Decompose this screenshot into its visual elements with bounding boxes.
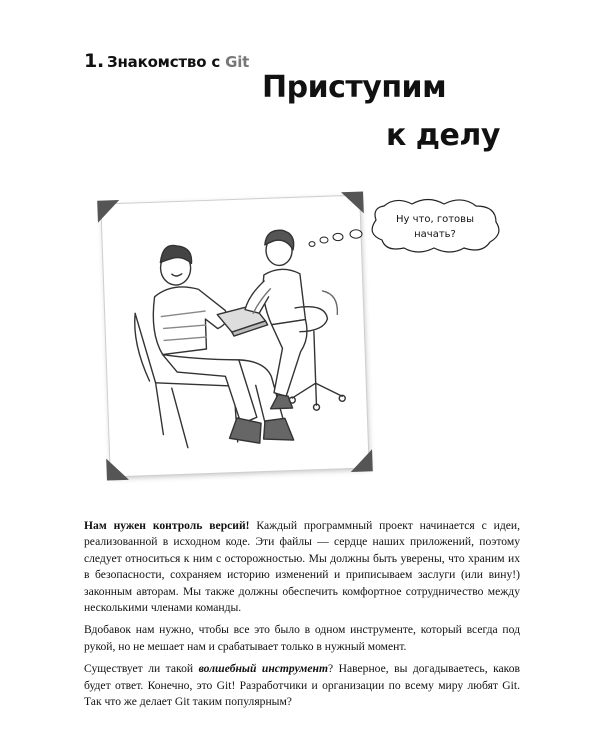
chapter-name: Знакомство с (107, 53, 221, 71)
paragraph-2: Вдобавок нам нужно, чтобы все это было в одном инструменте, который всегда под рукой, но не мешает нам и срабатывает только в нужный момент. (84, 623, 520, 653)
page-title-line-1: Приступим (262, 70, 447, 105)
page-title-line-2: к делу (386, 118, 500, 153)
paragraph-3-rest: ? Наверное, вы догадываетесь, каков будет ответ. Конечно, это Git! Разработчики и организации по всему миру любят Git. Так что же делает Git таким популярным? (84, 662, 520, 709)
paragraph-1-rest: Каждый программный проект начинается с идеи, реализованной в исходном коде. Эти файлы — сердце наших приложений, поэтому следует относиться к ним с осторожностью. Мы должны быть уверены, что храним их в безопасности, сохраняем историю изменений и приписываем заслуги (или вину!) законным авторам. Мы также должны обеспечить комфортное сотрудничество между несколькими членами команды. (84, 519, 520, 615)
speech-bubble-line-1: Ну что, готовы (396, 214, 474, 225)
chapter-heading (84, 50, 249, 72)
chapter-number: 1. (84, 50, 105, 72)
paragraph-3-emphasis: волшебный инструмент (198, 662, 328, 676)
paragraph-3-start: Существует ли такой (84, 662, 199, 676)
chapter-git: Git (225, 53, 250, 71)
thought-dots-icon (304, 228, 366, 250)
body-text (84, 518, 520, 716)
speech-bubble (366, 198, 504, 256)
speech-bubble-line-2: начать? (414, 229, 456, 240)
paragraph-1-lead: Нам нужен контроль версий! (84, 519, 250, 532)
paragraph-1 (84, 518, 520, 616)
speech-bubble-text (372, 212, 498, 242)
paragraph-3 (84, 661, 520, 710)
